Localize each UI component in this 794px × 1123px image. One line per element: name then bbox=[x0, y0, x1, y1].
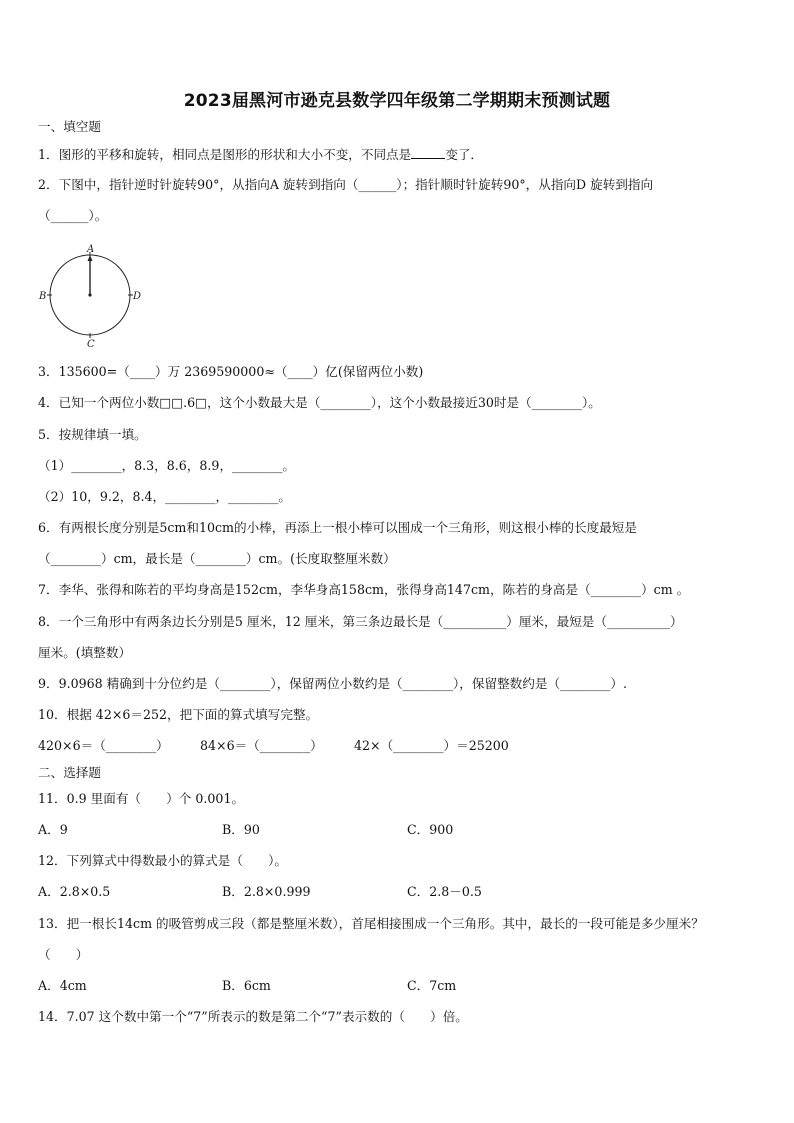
question-6-line-1: 6．有两根长度分别是5cm和10cm的小棒，再添上一根小棒可以围成一个三角形，则这根小棒的长度最短是 bbox=[38, 520, 637, 535]
clock-figure bbox=[38, 242, 148, 348]
question-1-tail: 变了． bbox=[445, 147, 484, 162]
question-13-option-b[interactable]: B．6cm bbox=[222, 978, 271, 993]
answer-blank[interactable] bbox=[411, 146, 445, 159]
question-13-option-c[interactable]: C．7cm bbox=[407, 978, 457, 993]
question-8-line-1: 8．一个三角形中有两条边长分别是5 厘米，12 厘米，第三条边最长是（__________）厘米，最短是（__________） bbox=[38, 614, 683, 629]
circle-pointer-diagram bbox=[38, 242, 148, 348]
label-c: C bbox=[87, 339, 95, 348]
question-10-expr-2: 84×6＝（________） bbox=[200, 738, 323, 753]
question-7: 7．李华、张得和陈若的平均身高是152cm，李华身高158cm，张得身高147cm，陈若的身高是（________）cm 。 bbox=[38, 582, 690, 597]
question-12-option-c[interactable]: C．2.8－0.5 bbox=[407, 884, 482, 899]
label-a: A bbox=[87, 244, 95, 255]
question-11-stem: 11．0.9 里面有（ ）个 0.001。 bbox=[38, 791, 245, 806]
section-fill-heading: 一、填空题 bbox=[38, 119, 101, 134]
question-1-text: 1．图形的平移和旋转，相同点是图形的形状和大小不变，不同点是 bbox=[38, 147, 412, 162]
question-5-part-2: （2）10，9.2，8.4，________，________。 bbox=[38, 489, 292, 504]
center-dot bbox=[88, 293, 91, 296]
question-8-line-2: 厘米。(填整数） bbox=[38, 645, 132, 660]
question-13-option-a[interactable]: A．4cm bbox=[38, 978, 87, 993]
question-5-stem: 5．按规律填一填。 bbox=[38, 427, 147, 442]
question-11-option-a[interactable]: A．9 bbox=[38, 822, 68, 837]
question-12-option-a[interactable]: A．2.8×0.5 bbox=[38, 884, 111, 899]
section-choice-heading: 二、选择题 bbox=[38, 765, 101, 780]
question-5-part-1: （1）________，8.3，8.6，8.9，________。 bbox=[38, 458, 296, 473]
question-12-option-b[interactable]: B．2.8×0.999 bbox=[222, 884, 311, 899]
question-12-stem: 12．下列算式中得数最小的算式是（ ）。 bbox=[38, 853, 288, 868]
question-13-line-1: 13．把一根长14cm 的吸管剪成三段（都是整厘米数），首尾相接围成一个三角形。其中，最长的一段可能是多少厘米？ bbox=[38, 916, 704, 931]
question-4: 4．已知一个两位小数□□.6□，这个小数最大是（________），这个小数最接近30时是（________）。 bbox=[38, 395, 601, 410]
question-11-option-b[interactable]: B．90 bbox=[222, 822, 260, 837]
question-11-option-c[interactable]: C．900 bbox=[407, 822, 454, 837]
question-10-expr-1: 420×6＝（________） bbox=[38, 738, 169, 753]
question-6-line-2: （________）cm，最长是（________）cm。(长度取整厘米数） bbox=[38, 551, 396, 566]
label-b: B bbox=[39, 291, 47, 302]
question-3: 3．135600=（____）万 2369590000≈（____）亿(保留两位小数) bbox=[38, 364, 424, 379]
question-10-expr-3: 42×（________）＝25200 bbox=[354, 738, 509, 753]
question-10-stem: 10．根据 42×6＝252，把下面的算式填写完整。 bbox=[38, 707, 319, 722]
question-13-line-2: （ ） bbox=[38, 947, 89, 962]
page-title: 2023届黑河市逊克县数学四年级第二学期期末预测试题 bbox=[183, 91, 611, 111]
question-2-line-1: 2．下图中，指针逆时针旋转90°，从指向A 旋转到指向（______）；指针顺时针旋转90°，从指向D 旋转到指向 bbox=[38, 177, 654, 192]
question-9: 9．9.0968 精确到十分位约是（________），保留两位小数约是（________），保留整数约是（________）. bbox=[38, 676, 628, 691]
label-d: D bbox=[133, 291, 142, 302]
question-14: 14．7.07 这个数中第一个“7”所表示的数是第二个“7”表示数的（ ）倍。 bbox=[38, 1009, 468, 1024]
question-2-line-2: （______）。 bbox=[38, 208, 108, 223]
question-1 bbox=[38, 146, 483, 164]
